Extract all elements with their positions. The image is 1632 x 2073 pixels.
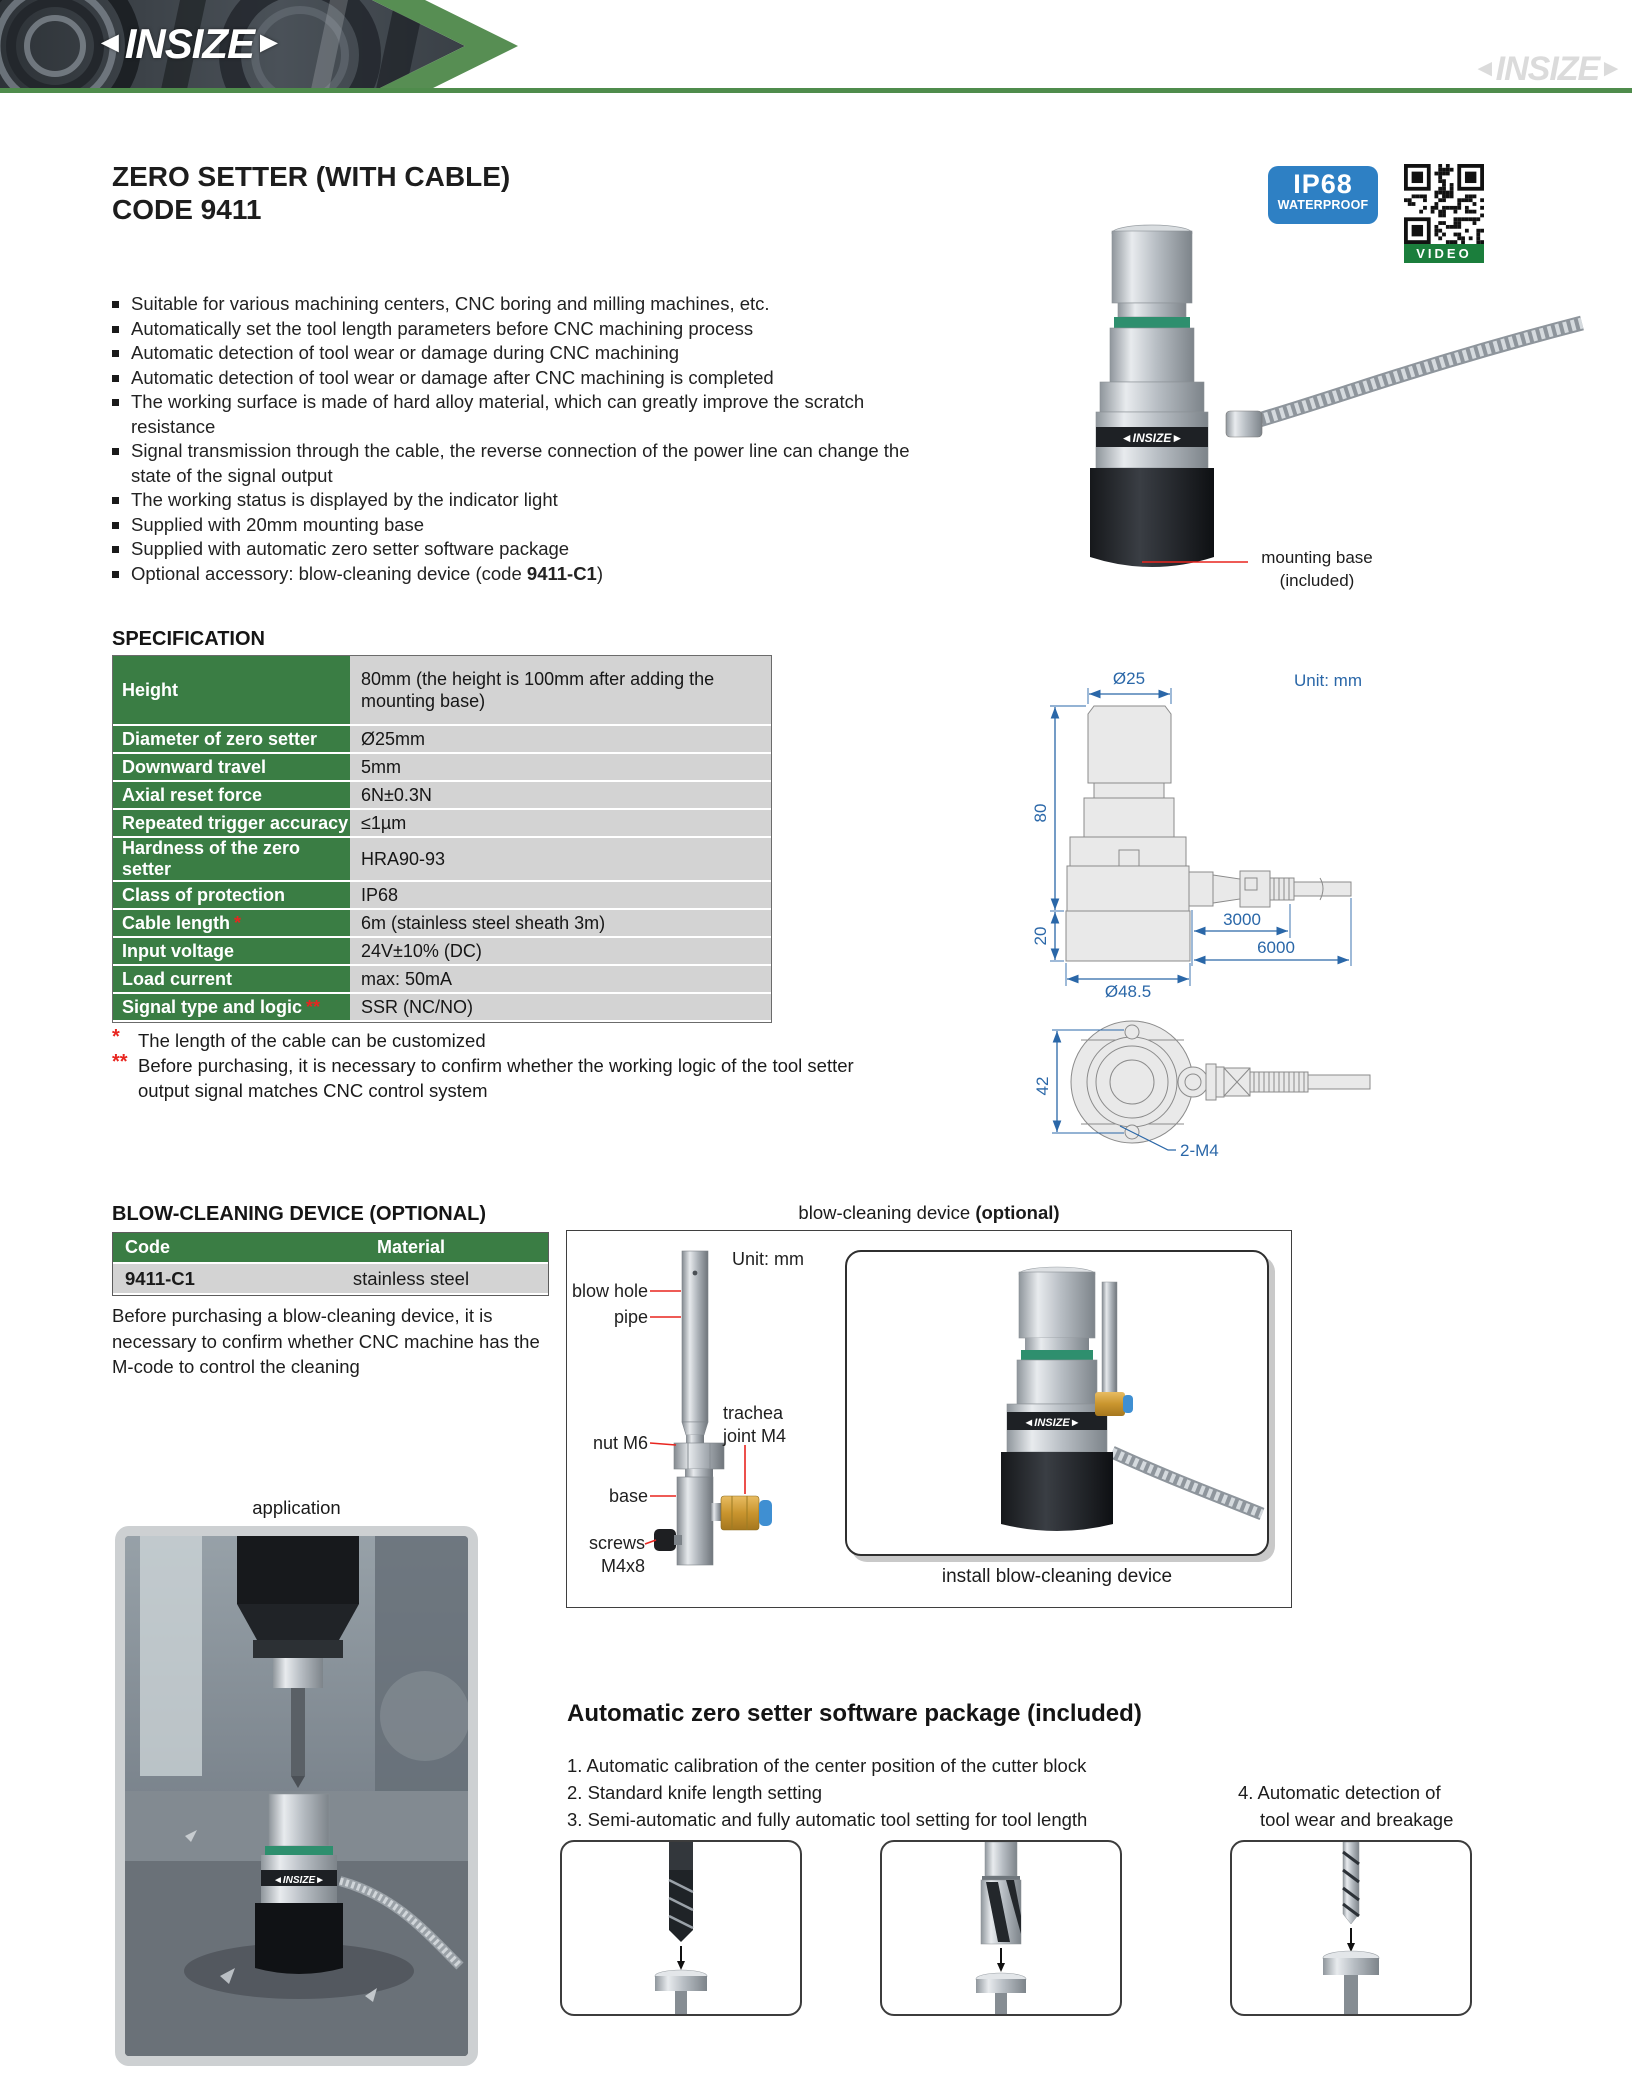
- logo-left-arrow-icon: ◄: [95, 26, 125, 59]
- blow-unit-label: Unit: mm: [732, 1249, 804, 1269]
- svg-text:20: 20: [1031, 926, 1050, 946]
- ip68-label: IP68: [1293, 169, 1353, 199]
- install-photo: [845, 1250, 1269, 1556]
- title-line2: CODE 9411: [112, 194, 262, 225]
- blow-device-title: blow-cleaning device (optional): [798, 1202, 1060, 1223]
- software-item-3: 3. Semi-automatic and fully automatic tool setting for tool length: [567, 1809, 1088, 1830]
- feature-item: The working surface is made of hard alloy material, which can greatly improve the scratch resistance: [110, 390, 920, 439]
- install-photo-illustration: [847, 1252, 1267, 1552]
- specification-heading: SPECIFICATION: [112, 628, 265, 650]
- header-rule: [0, 88, 1632, 93]
- svg-text:80: 80: [1031, 803, 1050, 823]
- svg-text:42: 42: [1033, 1076, 1052, 1096]
- mounting-base-callout: mounting base (included): [1261, 548, 1373, 590]
- application-photo-illustration: [125, 1536, 468, 2056]
- feature-item: Supplied with 20mm mounting base: [110, 513, 920, 538]
- svg-text:6000: 6000: [1257, 938, 1295, 957]
- feature-item: Suitable for various machining centers, CNC boring and milling machines, etc.: [110, 292, 920, 317]
- application-photo: [115, 1526, 478, 2066]
- figure-tool-setting-2: [880, 1840, 1122, 2016]
- figure-wear-detection: [1230, 1840, 1472, 2016]
- feature-item: Automatic detection of tool wear or damage during CNC machining: [110, 341, 920, 366]
- blow-cleaning-heading: BLOW-CLEANING DEVICE (OPTIONAL): [112, 1203, 487, 1225]
- svg-text:Unit: mm: Unit: mm: [1294, 671, 1362, 690]
- table-row: Input voltage 24V±10% (DC): [113, 938, 771, 966]
- footnote: ** Before purchasing, it is necessary to confirm whether the working logic of the tool setter output signal matches CNC control system: [112, 1051, 854, 1101]
- footnotes: [112, 1028, 912, 1103]
- table-row: Height 80mm (the height is 100mm after adding the mounting base): [113, 656, 771, 726]
- table-row: Class of protection IP68: [113, 882, 771, 910]
- dimension-drawing-top-view: [1008, 1002, 1443, 1177]
- table-row: Downward travel 5mm: [113, 754, 771, 782]
- page-title: [112, 160, 510, 226]
- label-blow-hole: blow hole: [571, 1281, 648, 1301]
- table-row: Hardness of the zero setter HRA90-93: [113, 838, 771, 882]
- table-row: Signal type and logic ** SSR (NC/NO): [113, 994, 771, 1022]
- svg-text:3000: 3000: [1223, 910, 1261, 929]
- label-screws-m4x8: screws M4x8: [588, 1533, 645, 1576]
- waterproof-label: WATERPROOF: [1277, 198, 1369, 212]
- feature-item: Automatic detection of tool wear or damage after CNC machining is completed: [110, 366, 920, 391]
- table-row: Diameter of zero setter Ø25mm: [113, 726, 771, 754]
- figure-tool-setting-1: [560, 1840, 802, 2016]
- footnote: * The length of the cable can be customized: [112, 1026, 486, 1051]
- svg-text:Ø48.5: Ø48.5: [1104, 982, 1152, 1000]
- page-header: [0, 0, 1632, 93]
- feature-item: Signal transmission through the cable, the reverse connection of the power line can change the state of the signal output: [110, 439, 920, 488]
- table-row: Axial reset force 6N±0.3N: [113, 782, 771, 810]
- specification-table: [112, 655, 772, 1023]
- svg-text:◄INSIZE►: ◄INSIZE►: [1120, 431, 1184, 445]
- accessory-code: 9411-C1: [526, 562, 597, 584]
- svg-text:◄INSIZE►: ◄INSIZE►: [1023, 1417, 1081, 1429]
- software-item-2: 2. Standard knife length setting: [567, 1782, 823, 1803]
- table-row: Cable length * 6m (stainless steel sheath 3m): [113, 910, 771, 938]
- label-nut-m6: nut M6: [592, 1433, 648, 1453]
- software-item-4: 4. Automatic detection of tool wear and breakage: [1238, 1782, 1454, 1830]
- application-label: application: [252, 1497, 341, 1518]
- table-row: Load current max: 50mA: [113, 966, 771, 994]
- software-item-1: 1. Automatic calibration of the center position of the cutter block: [567, 1755, 1087, 1776]
- insize-watermark: ◄INSIZE►: [1472, 50, 1622, 88]
- feature-item-optional: Optional accessory: blow-cleaning device (code 9411-C1): [110, 562, 920, 587]
- label-pipe: pipe: [613, 1307, 648, 1327]
- software-heading: Automatic zero setter software package (included): [567, 1700, 1142, 1727]
- install-caption: install blow-cleaning device: [941, 1566, 1173, 1587]
- insize-logo: ◄INSIZE►: [95, 20, 284, 67]
- feature-item: The working status is displayed by the indicator light: [110, 488, 920, 513]
- svg-text:◄INSIZE►: ◄INSIZE►: [272, 1875, 326, 1886]
- product-photo-illustration: [1030, 215, 1590, 600]
- table-row: 9411-C1 stainless steel: [113, 1264, 548, 1295]
- svg-text:Ø25: Ø25: [1112, 669, 1146, 688]
- video-label: VIDEO: [1404, 244, 1484, 263]
- footnote-marker: **: [306, 996, 321, 1017]
- blow-cleaning-note: Before purchasing a blow-cleaning device, it is necessary to confirm whether CNC machine has the M-code to control the cleaning: [112, 1305, 540, 1377]
- label-base: base: [608, 1486, 648, 1506]
- software-list: [567, 1752, 1087, 1833]
- feature-item: Automatically set the tool length parameters before CNC machining process: [110, 317, 920, 342]
- label-trachea-joint: trachea joint M4: [723, 1403, 787, 1446]
- footnote-marker: *: [234, 912, 242, 933]
- logo-right-arrow-icon: ►: [254, 26, 284, 59]
- table-row: Repeated trigger accuracy ≤1µm: [113, 810, 771, 838]
- feature-list: [110, 292, 920, 586]
- feature-item: Supplied with automatic zero setter software package: [110, 537, 920, 562]
- svg-text:2-M4: 2-M4: [1180, 1141, 1219, 1160]
- table-row: Code Material: [113, 1233, 548, 1264]
- title-line1: ZERO SETTER (WITH CABLE): [112, 161, 511, 192]
- blow-cleaning-table: [112, 1232, 549, 1296]
- dimension-drawing-side-view: [1008, 648, 1443, 1000]
